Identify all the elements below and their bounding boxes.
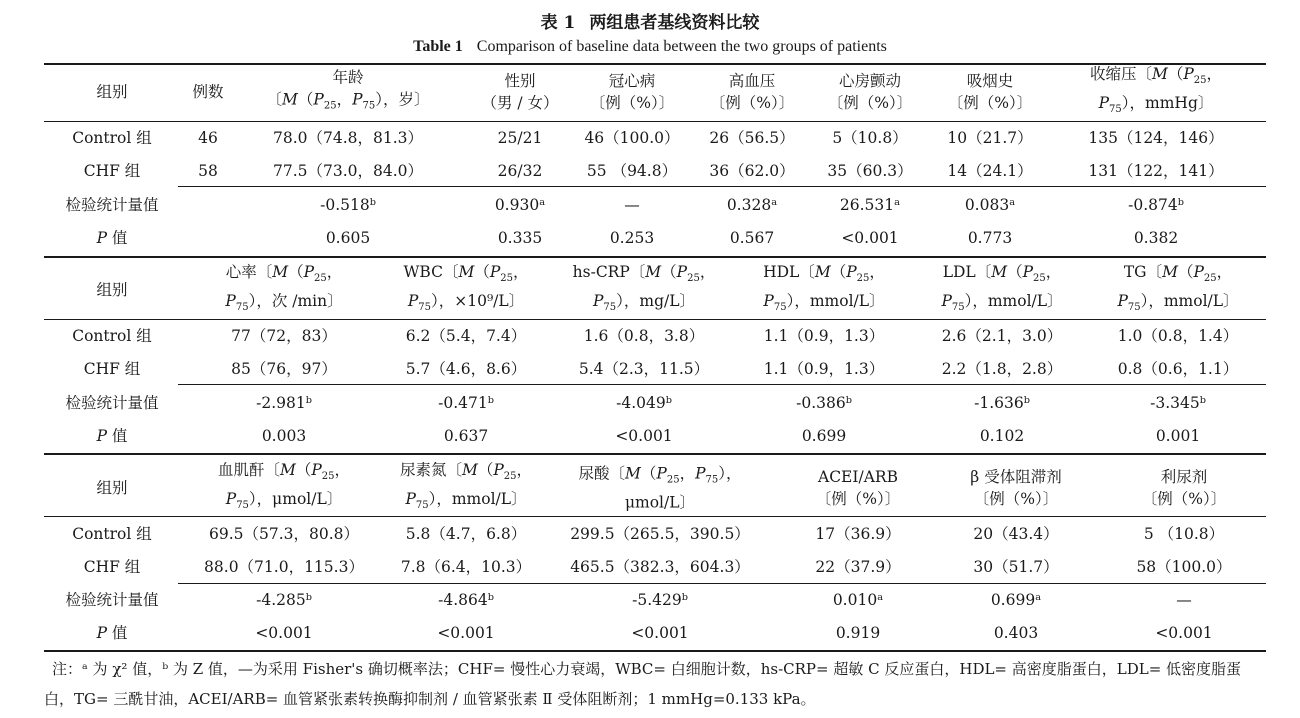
- s3-header-cell-0: 组别: [96, 479, 128, 497]
- s1-row-statistic-cell-6: 0.083ᵃ: [964, 196, 1016, 214]
- s2-row-statistic-cell-3: -4.049ᵇ: [616, 394, 672, 412]
- s1-row-control-cell-6: 5（10.8）: [832, 129, 908, 147]
- rule-s2-bottom: [44, 453, 1266, 455]
- rule-bottom: [44, 650, 1266, 652]
- s3-row-statistic-cell-1: -4.285ᵇ: [256, 591, 312, 609]
- s3-header-cell-6: 利尿剂 〔例（%）〕: [1141, 468, 1227, 508]
- s3-row-chf-cell-6: 58（100.0）: [1136, 558, 1232, 576]
- s3-row-statistic-cell-3: -5.429ᵇ: [632, 591, 688, 609]
- s1-header-cell-0: 组别: [96, 83, 128, 101]
- s2-header-cell-4: HDL〔$M(P_{25}$， $P_{75}$），mmol/L〕: [763, 262, 885, 314]
- s3-row-chf-cell-1: 88.0（71.0，115.3）: [204, 558, 364, 576]
- s2-header-cell-1: 心率〔$M(P_{25}$， $P_{75}$），次 /min〕: [225, 262, 343, 314]
- s1-header-cell-5: 高血压 〔例（%）〕: [709, 72, 795, 112]
- s3-row-statistic-cell-2: -4.864ᵇ: [438, 591, 494, 609]
- s2-row-chf-cell-6: 0.8（0.6，1.1）: [1117, 360, 1239, 378]
- s3-row-chf-cell-2: 7.8（6.4，10.3）: [400, 558, 532, 576]
- s3-row-chf-cell-0: CHF 组: [83, 558, 141, 576]
- s3-row-control-cell-2: 5.8（4.7，6.8）: [405, 525, 527, 543]
- s2-row-statistic-cell-1: -2.981ᵇ: [256, 394, 312, 412]
- s3-row-statistic-cell-6: —: [1176, 591, 1192, 609]
- s3-row-control-cell-3: 299.5（265.5，390.5）: [570, 525, 750, 543]
- s2-row-p-value-cell-0: P 值: [96, 427, 128, 445]
- s1-row-chf-cell-3: 26/32: [497, 162, 543, 180]
- s1-row-statistic-cell-3: —: [624, 196, 640, 214]
- table-title-cn: [0, 8, 1300, 33]
- s1-row-control-cell-0: Control 组: [72, 129, 152, 147]
- s1-row-statistic-cell-7: -0.874ᵇ: [1128, 196, 1184, 214]
- s3-header-cell-3: 尿酸〔$M(P_{25}$，$P_{75}$）， μmol/L〕: [578, 464, 742, 512]
- s1-row-chf-cell-8: 131（122，141）: [1088, 162, 1224, 180]
- rule-s3-data: [178, 583, 1266, 584]
- s2-row-chf-cell-1: 85（76，97）: [231, 360, 337, 378]
- s2-row-p-value-cell-1: 0.003: [261, 427, 307, 445]
- s1-row-statistic-cell-2: 0.930ᵃ: [494, 196, 546, 214]
- s1-row-control-cell-4: 46（100.0）: [584, 129, 680, 147]
- s2-row-control-cell-2: 6.2（5.4，7.4）: [405, 327, 527, 345]
- s2-row-statistic-cell-0: 检验统计量值: [65, 394, 159, 412]
- s2-row-chf-cell-3: 5.4（2.3，11.5）: [578, 360, 710, 378]
- s2-row-chf-cell-2: 5.7（4.6，8.6）: [405, 360, 527, 378]
- rule-s1-data: [178, 186, 1266, 187]
- s3-row-control-cell-0: Control 组: [72, 525, 152, 543]
- s1-row-statistic-cell-5: 26.531ᵃ: [839, 196, 901, 214]
- s2-header-cell-0: 组别: [96, 281, 128, 299]
- s3-row-control-cell-1: 69.5（57.3，80.8）: [208, 525, 360, 543]
- s3-row-p-value-cell-3: <0.001: [631, 624, 689, 642]
- rule-s1-bottom: [44, 256, 1266, 258]
- s3-row-chf-cell-4: 22（37.9）: [815, 558, 901, 576]
- s1-row-p-value-cell-0: P 值: [96, 229, 128, 247]
- s3-row-statistic-cell-5: 0.699ᵃ: [990, 591, 1042, 609]
- s1-row-p-value-cell-4: 0.567: [729, 229, 775, 247]
- s1-row-chf-cell-5: 36（62.0）: [709, 162, 795, 180]
- s1-row-chf-cell-0: CHF 组: [83, 162, 141, 180]
- s2-row-chf-cell-4: 1.1（0.9，1.3）: [763, 360, 885, 378]
- s3-row-chf-cell-5: 30（51.7）: [973, 558, 1059, 576]
- s2-header-cell-2: WBC〔$M(P_{25}$， $P_{75}$），×10⁹/L〕: [403, 262, 529, 314]
- s2-row-control-cell-4: 1.1（0.9，1.3）: [763, 327, 885, 345]
- table-title-en: [0, 38, 1300, 56]
- s1-header-cell-7: 吸烟史 〔例（%）〕: [947, 72, 1033, 112]
- s1-row-chf-cell-7: 14（24.1）: [947, 162, 1033, 180]
- s1-row-p-value-cell-2: 0.335: [497, 229, 543, 247]
- s1-header-cell-3: 性别 （男 / 女）: [481, 72, 559, 112]
- table-caption-en: Comparison of baseline data between the two groups of patients: [476, 38, 887, 55]
- s3-row-control-cell-4: 17（36.9）: [815, 525, 901, 543]
- s3-header-cell-5: β 受体阻滞剂 〔例（%）〕: [970, 468, 1062, 508]
- s2-row-p-value-cell-2: 0.637: [443, 427, 489, 445]
- s2-row-statistic-cell-2: -0.471ᵇ: [438, 394, 494, 412]
- s2-header-cell-6: TG〔$M(P_{25}$， $P_{75}$），mmol/L〕: [1117, 262, 1239, 314]
- s1-header-cell-8: 收缩压〔$M(P_{25}$， $P_{75}$），mmHg〕: [1089, 64, 1223, 116]
- table-number-en: Table 1: [413, 38, 463, 55]
- s2-row-chf-cell-5: 2.2（1.8，2.8）: [941, 360, 1063, 378]
- s1-row-chf-cell-6: 35（60.3）: [827, 162, 913, 180]
- s1-row-statistic-cell-4: 0.328ᵃ: [726, 196, 778, 214]
- s3-row-p-value-cell-6: <0.001: [1155, 624, 1213, 642]
- rule-s1-header: [44, 121, 1266, 122]
- s1-row-statistic-cell-1: -0.518ᵇ: [320, 196, 376, 214]
- s2-row-control-cell-1: 77（72，83）: [231, 327, 337, 345]
- s3-header-cell-4: ACEI/ARB 〔例（%）〕: [815, 468, 901, 508]
- s1-header-cell-6: 心房颤动 〔例（%）〕: [827, 72, 913, 112]
- s3-row-control-cell-5: 20（43.4）: [973, 525, 1059, 543]
- s3-row-p-value-cell-4: 0.919: [835, 624, 881, 642]
- s1-header-cell-1: 例数: [192, 83, 224, 101]
- s3-row-statistic-cell-4: 0.010ᵃ: [832, 591, 884, 609]
- s2-row-statistic-cell-6: -3.345ᵇ: [1150, 394, 1206, 412]
- s2-header-cell-5: LDL〔$M(P_{25}$， $P_{75}$），mmol/L〕: [941, 262, 1063, 314]
- s2-row-p-value-cell-3: <0.001: [615, 427, 673, 445]
- s1-row-control-cell-2: 78.0（74.8，81.3）: [272, 129, 424, 147]
- s1-row-p-value-cell-1: 0.605: [325, 229, 371, 247]
- s2-row-p-value-cell-5: 0.102: [979, 427, 1025, 445]
- s1-row-p-value-cell-5: <0.001: [841, 229, 899, 247]
- s2-row-p-value-cell-6: 0.001: [1155, 427, 1201, 445]
- s2-row-p-value-cell-4: 0.699: [801, 427, 847, 445]
- rule-s2-data: [178, 384, 1266, 385]
- s2-row-control-cell-6: 1.0（0.8，1.4）: [1117, 327, 1239, 345]
- s1-header-cell-2: 年龄 〔$M(P_{25}$，$P_{75}$），岁〕: [266, 68, 430, 112]
- s2-row-control-cell-5: 2.6（2.1，3.0）: [941, 327, 1063, 345]
- s1-row-control-cell-1: 46: [198, 129, 218, 147]
- s1-row-chf-cell-1: 58: [198, 162, 218, 180]
- s2-header-cell-3: hs-CRP〔$M(P_{25}$， $P_{75}$），mg/L〕: [572, 262, 716, 314]
- s1-row-chf-cell-2: 77.5（73.0，84.0）: [272, 162, 424, 180]
- s1-row-p-value-cell-7: 0.382: [1133, 229, 1179, 247]
- s2-row-statistic-cell-5: -1.636ᵇ: [974, 394, 1030, 412]
- s3-row-p-value-cell-2: <0.001: [437, 624, 495, 642]
- s3-header-cell-1: 血肌酐〔$M(P_{25}$， $P_{75}$），μmol/L〕: [217, 460, 351, 512]
- s3-row-chf-cell-3: 465.5（382.3，604.3）: [570, 558, 750, 576]
- s2-row-control-cell-3: 1.6（0.8，3.8）: [583, 327, 705, 345]
- table-number-cn: 表 1: [540, 13, 576, 33]
- table-caption-cn: 两组患者基线资料比较: [589, 13, 760, 33]
- s2-row-statistic-cell-4: -0.386ᵇ: [796, 394, 852, 412]
- s2-row-control-cell-0: Control 组: [72, 327, 152, 345]
- rule-top: [44, 63, 1266, 65]
- s1-row-control-cell-7: 10（21.7）: [947, 129, 1033, 147]
- s2-row-chf-cell-0: CHF 组: [83, 360, 141, 378]
- s1-row-statistic-cell-0: 检验统计量值: [65, 196, 159, 214]
- s1-row-control-cell-8: 135（124，146）: [1088, 129, 1224, 147]
- table-footnote: 注：ᵃ 为 χ² 值，ᵇ 为 Z 值，—为采用 Fisher's 确切概率法；CHF= 慢性心力衰竭，WBC= 白细胞计数，hs-CRP= 超敏 C 反应蛋白，HDL= 高密度脂蛋白，LDL= 低密度脂蛋白，TG= 三酰甘油，ACEI/ARB= 血管紧张素转换酶抑制剂 / 血管紧张素 Ⅱ 受体阻断剂；1 mmHg=0.133 kPa。: [44, 660, 1242, 708]
- rule-s2-header: [44, 319, 1266, 320]
- s3-row-control-cell-6: 5 （10.8）: [1143, 525, 1225, 543]
- s1-row-control-cell-3: 25/21: [497, 129, 543, 147]
- s1-header-cell-4: 冠心病 〔例（%）〕: [589, 72, 675, 112]
- s3-row-statistic-cell-0: 检验统计量值: [65, 591, 159, 609]
- s1-row-control-cell-5: 26（56.5）: [709, 129, 795, 147]
- s3-header-cell-2: 尿素氮〔$M(P_{25}$， $P_{75}$），mmol/L〕: [399, 460, 533, 512]
- s3-row-p-value-cell-0: P 值: [96, 624, 128, 642]
- s3-row-p-value-cell-5: 0.403: [993, 624, 1039, 642]
- s1-row-p-value-cell-6: 0.773: [967, 229, 1013, 247]
- s1-row-p-value-cell-3: 0.253: [609, 229, 655, 247]
- s3-row-p-value-cell-1: <0.001: [255, 624, 313, 642]
- s1-row-chf-cell-4: 55 （94.8）: [586, 162, 678, 180]
